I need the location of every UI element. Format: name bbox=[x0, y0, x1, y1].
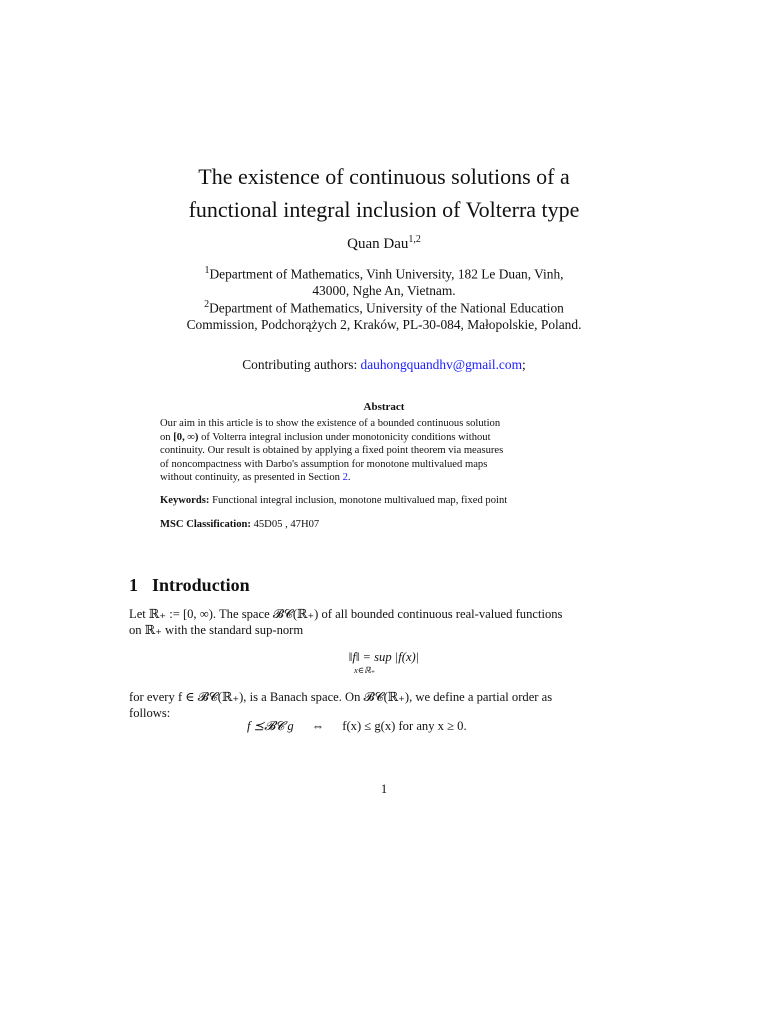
contrib-tail: ; bbox=[522, 357, 526, 372]
section-title: Introduction bbox=[152, 575, 250, 595]
affiliation-2-sup: 2 bbox=[204, 299, 210, 310]
author-name: Quan Dau bbox=[347, 236, 409, 252]
intro-paragraph-1 bbox=[129, 606, 609, 638]
intro-line-3: for every f ∈ 𝓑𝓒(ℝ₊), is a Banach space. On 𝓑𝓒(ℝ₊), we define a partial order as bbox=[129, 690, 553, 704]
author bbox=[0, 234, 768, 253]
abstract-line-1: Our aim in this article is to show the existence of a bounded continuous solution bbox=[160, 418, 501, 429]
abstract-line-4: of noncompactness with Darbo's assumption for monotone multivalued maps bbox=[160, 458, 488, 470]
abstract-line-5 bbox=[160, 471, 576, 485]
title-line-1: The existence of continuous solutions of a bbox=[198, 164, 570, 189]
intro-paragraph-2 bbox=[129, 689, 609, 721]
affiliation-1 bbox=[140, 262, 628, 299]
contributing-authors bbox=[0, 357, 768, 373]
intro-line-2: on ℝ₊ with the standard sup-norm bbox=[129, 623, 304, 637]
keywords bbox=[160, 495, 600, 506]
keywords-label: Keywords: bbox=[160, 495, 210, 506]
section-number: 1 bbox=[129, 575, 138, 595]
affiliation-2 bbox=[120, 296, 648, 333]
paper-title bbox=[0, 160, 768, 226]
abstract-line-5-pre: without continuity, as presented in Section bbox=[160, 472, 343, 484]
title-line-2: functional integral inclusion of Volterra type bbox=[188, 197, 580, 222]
contrib-label: Contributing authors: bbox=[242, 357, 361, 372]
msc-label: MSC Classification: bbox=[160, 519, 251, 530]
abstract-interval: [0, ∞) bbox=[173, 431, 199, 443]
keywords-text: Functional integral inclusion, monotone multivalued map, fixed point bbox=[209, 495, 508, 506]
affiliation-1-line-1: Department of Mathematics, Vinh University, 182 Le Duan, Vinh, bbox=[209, 266, 564, 282]
abstract-line-2-post: of Volterra integral inclusion under monotonicity conditions without bbox=[198, 431, 491, 443]
author-superscript: 1,2 bbox=[408, 234, 421, 245]
abstract-line-3: continuity. Our result is obtained by applying a fixed point theorem via measures bbox=[160, 445, 504, 457]
abstract-line-2-pre: on bbox=[160, 431, 174, 443]
section-ref-link[interactable]: 2 bbox=[342, 472, 348, 484]
equation-norm-subscript: x∈ℝ₊ bbox=[354, 665, 376, 675]
section-heading bbox=[129, 575, 264, 596]
abstract-line-2 bbox=[160, 431, 576, 445]
msc-text: 45D05 , 47H07 bbox=[250, 519, 320, 530]
affiliation-2-line-1: Department of Mathematics, University of the National Education bbox=[209, 300, 564, 316]
affiliation-1-sup: 1 bbox=[204, 265, 210, 276]
affiliation-2-line-2: Commission, Podchorążych 2, Kraków, PL-30-084, Małopolskie, Poland. bbox=[186, 317, 582, 333]
page-number: 1 bbox=[380, 782, 388, 796]
abstract-body bbox=[160, 417, 576, 485]
intro-line-1: Let ℝ₊ := [0, ∞). The space 𝓑𝓒(ℝ₊) of all bounded continuous real-valued functions bbox=[129, 607, 563, 621]
msc-classification bbox=[160, 519, 600, 530]
email-link[interactable]: dauhongquandhv@gmail.com bbox=[360, 357, 522, 372]
equation-order-iff: ⇔ bbox=[311, 719, 325, 733]
abstract-line-5-post: . bbox=[347, 472, 351, 484]
intro-line-4: follows: bbox=[129, 706, 171, 720]
equation-order bbox=[247, 718, 467, 734]
equation-order-left: f ⪯𝓑𝓒 g bbox=[247, 719, 294, 733]
abstract-heading: Abstract bbox=[363, 401, 405, 413]
equation-norm: ‖f‖ = sup |f(x)| bbox=[348, 650, 420, 664]
equation-order-right: f(x) ≤ g(x) for any x ≥ 0. bbox=[342, 719, 467, 733]
affiliation-1-line-2: 43000, Nghe An, Vietnam. bbox=[312, 283, 456, 299]
